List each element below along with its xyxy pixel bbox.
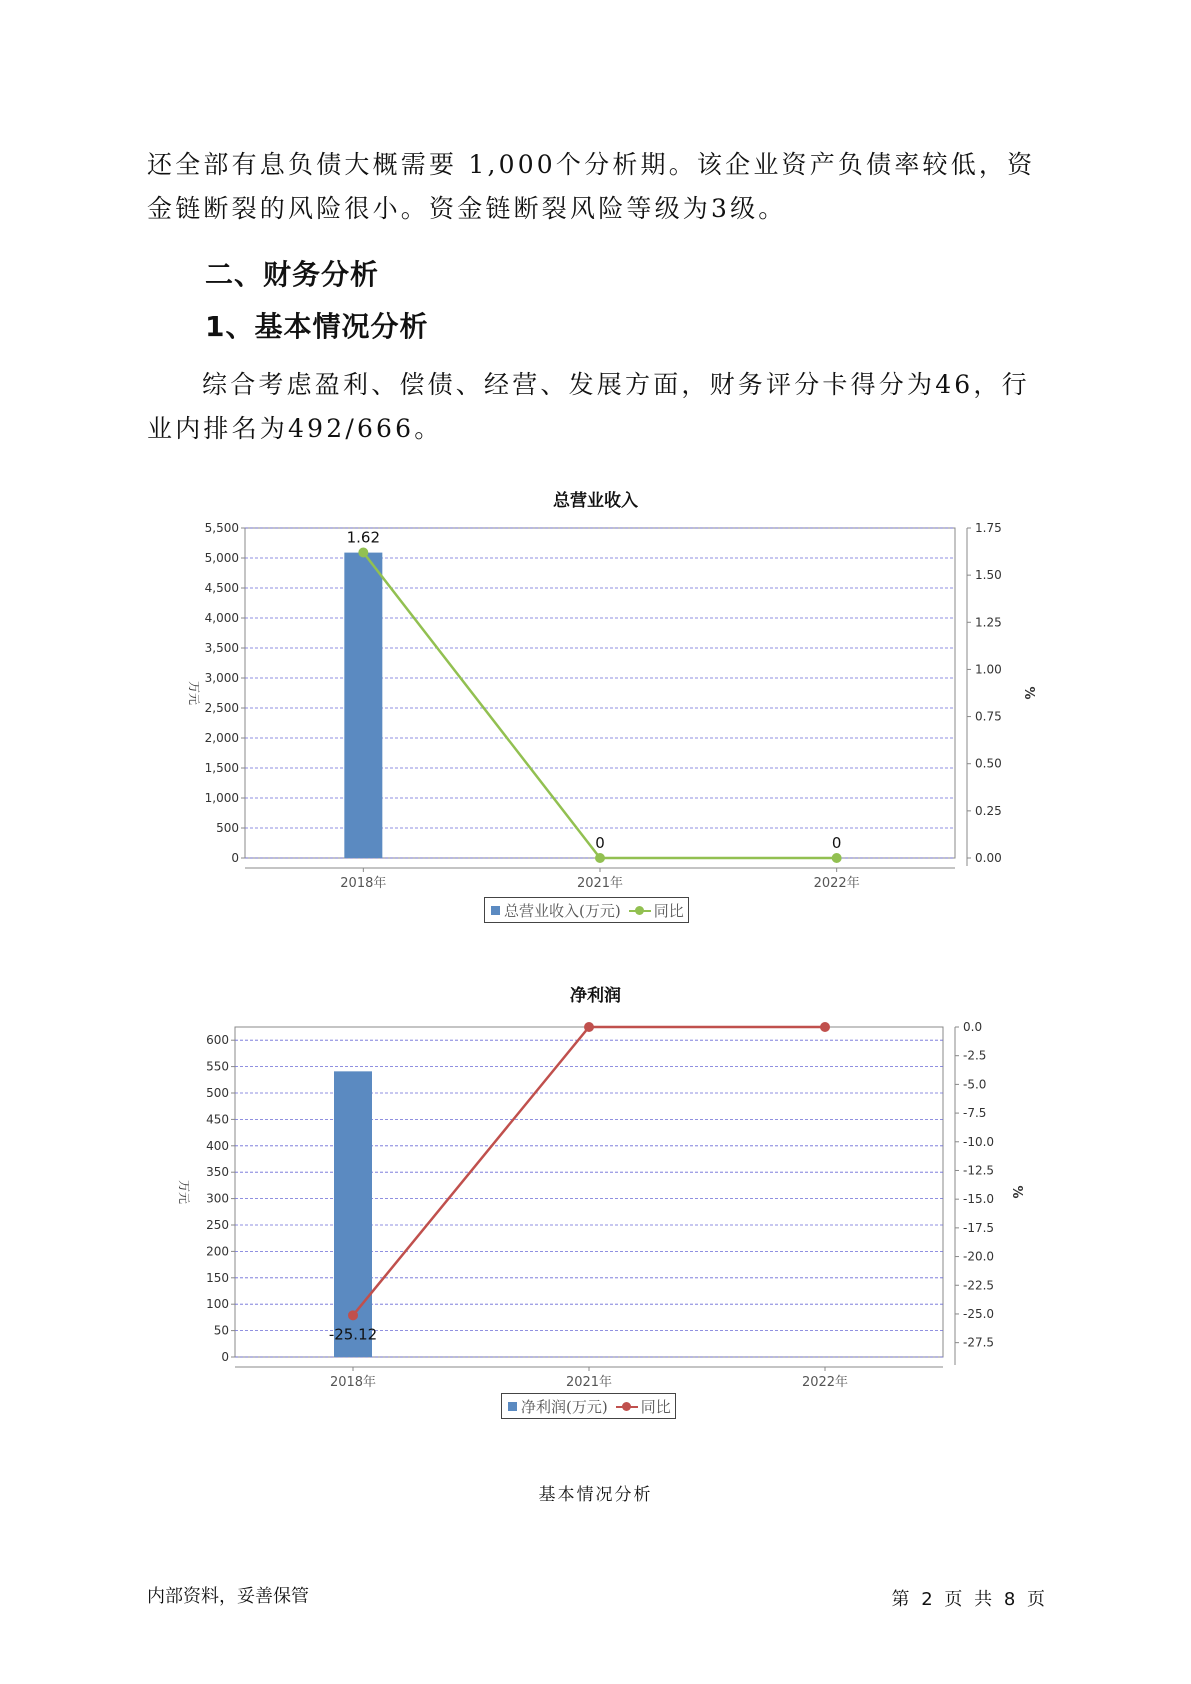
paragraph-score: 综合考虑盈利、偿债、经营、发展方面，财务评分卡得分为46，行业内排名为492/666。: [147, 370, 1030, 443]
y-axis-label: 万元: [177, 1179, 191, 1205]
y2-tick-label: -2.5: [963, 1048, 987, 1063]
y2-axis-label: %: [1021, 686, 1036, 700]
y2-tick-label: 0.00: [975, 851, 1002, 865]
data-label-2022年: 0: [831, 834, 842, 852]
y2-tick-label: -12.5: [963, 1163, 995, 1178]
data-label-2021年: 0: [595, 834, 605, 852]
line-point-2018年: [348, 1310, 358, 1320]
y2-tick-label: -27.5: [963, 1335, 995, 1350]
y-tick-label: 500: [216, 821, 239, 835]
figure-caption: 基本情况分析: [538, 1485, 653, 1505]
y-tick-label: 100: [206, 1297, 229, 1312]
y2-tick-label: -5.0: [963, 1077, 987, 1092]
footer-confidential: 内部资料，妥善保管: [147, 1586, 309, 1607]
section-heading: 二、财务分析: [205, 258, 380, 291]
y2-tick-label: -15.0: [963, 1192, 995, 1207]
line-point-2021年: [584, 1022, 594, 1032]
y-tick-label: 3,500: [204, 641, 239, 655]
y-tick-label: 2,000: [204, 731, 239, 745]
y-tick-label: 500: [206, 1086, 229, 1100]
y-tick-label: 450: [206, 1112, 229, 1127]
y2-tick-label: 1.00: [975, 662, 1002, 677]
data-label-2018年: -25.12: [328, 1325, 378, 1344]
y2-tick-label: 0.0: [963, 1020, 983, 1034]
line-point-2022年: [820, 1022, 830, 1032]
y-tick-label: 1,000: [204, 791, 239, 805]
chart-title-revenue: 总营业收入: [553, 491, 638, 511]
y2-tick-label: -7.5: [963, 1106, 987, 1121]
y-tick-label: 4,000: [204, 611, 239, 625]
y-tick-label: 5,000: [204, 551, 239, 565]
y-tick-label: 1,500: [204, 761, 239, 775]
y-tick-label: 600: [206, 1033, 229, 1048]
legend-line-swatch: [629, 906, 651, 915]
net-profit-chart: [0, 1005, 1191, 1405]
y-tick-label: 200: [206, 1244, 229, 1259]
y-tick-label: 0: [221, 1350, 229, 1364]
line-point-2022年: [832, 853, 842, 863]
x-tick-label: 2021年: [576, 876, 624, 891]
x-tick-label: 2022年: [801, 1375, 849, 1390]
y-tick-label: 3,000: [204, 671, 239, 685]
y2-tick-label: -25.0: [963, 1306, 995, 1321]
y2-tick-label: -22.5: [963, 1278, 995, 1293]
legend-bar-label: 净利润(万元): [521, 1397, 608, 1416]
y2-tick-label: -20.0: [963, 1249, 995, 1264]
line-point-2018年: [358, 548, 368, 558]
y-tick-label: 250: [206, 1218, 229, 1232]
y2-tick-label: 1.50: [975, 568, 1002, 583]
revenue-legend: [484, 897, 689, 923]
data-label-2018年: 1.62: [346, 528, 381, 547]
y-tick-label: 5,500: [204, 521, 239, 535]
x-tick-label: 2018年: [340, 876, 387, 891]
chart-title-net-profit: 净利润: [570, 986, 621, 1006]
y-tick-label: 550: [206, 1059, 229, 1074]
y-tick-label: 350: [206, 1165, 229, 1180]
y-tick-label: 150: [206, 1270, 229, 1285]
legend-bar-label: 总营业收入(万元): [504, 901, 621, 920]
y2-tick-label: 1.25: [975, 615, 1002, 630]
legend-bar-swatch: [508, 1402, 517, 1411]
legend-line-swatch: [616, 1402, 638, 1411]
y2-tick-label: -17.5: [963, 1220, 995, 1235]
x-tick-label: 2022年: [813, 876, 860, 891]
legend-line-label: 同比: [653, 901, 684, 920]
line-point-2021年: [595, 853, 605, 863]
y-tick-label: 50: [213, 1323, 229, 1338]
footer-page-number: 第 2 页 共 8 页: [891, 1589, 1048, 1610]
net-profit-legend: [501, 1393, 676, 1419]
legend-bar-swatch: [491, 906, 500, 915]
legend-line-label: 同比: [640, 1397, 671, 1416]
y-axis-label: 万元: [187, 680, 201, 706]
y-tick-label: 0: [231, 851, 239, 865]
y2-tick-label: 0.50: [975, 756, 1002, 771]
y2-axis-label: %: [1009, 1185, 1024, 1199]
y2-tick-label: -10.0: [963, 1134, 995, 1149]
x-tick-label: 2018年: [329, 1375, 377, 1390]
y-tick-label: 400: [206, 1138, 229, 1153]
y-tick-label: 4,500: [204, 581, 239, 595]
revenue-chart: [0, 510, 1191, 910]
subsection-heading: 1、基本情况分析: [205, 310, 429, 343]
y2-tick-label: 0.75: [975, 709, 1002, 724]
y-tick-label: 300: [206, 1191, 229, 1206]
x-tick-label: 2021年: [565, 1375, 613, 1390]
y2-tick-label: 1.75: [975, 521, 1002, 535]
y2-tick-label: 0.25: [975, 803, 1002, 818]
bar-2018年: [344, 553, 382, 858]
paragraph-risk: 还全部有息负债大概需要 1,000个分析期。该企业资产负债率较低，资金链断裂的风险很小。资金链断裂风险等级为3级。: [147, 150, 1036, 223]
y-tick-label: 2,500: [204, 701, 239, 715]
